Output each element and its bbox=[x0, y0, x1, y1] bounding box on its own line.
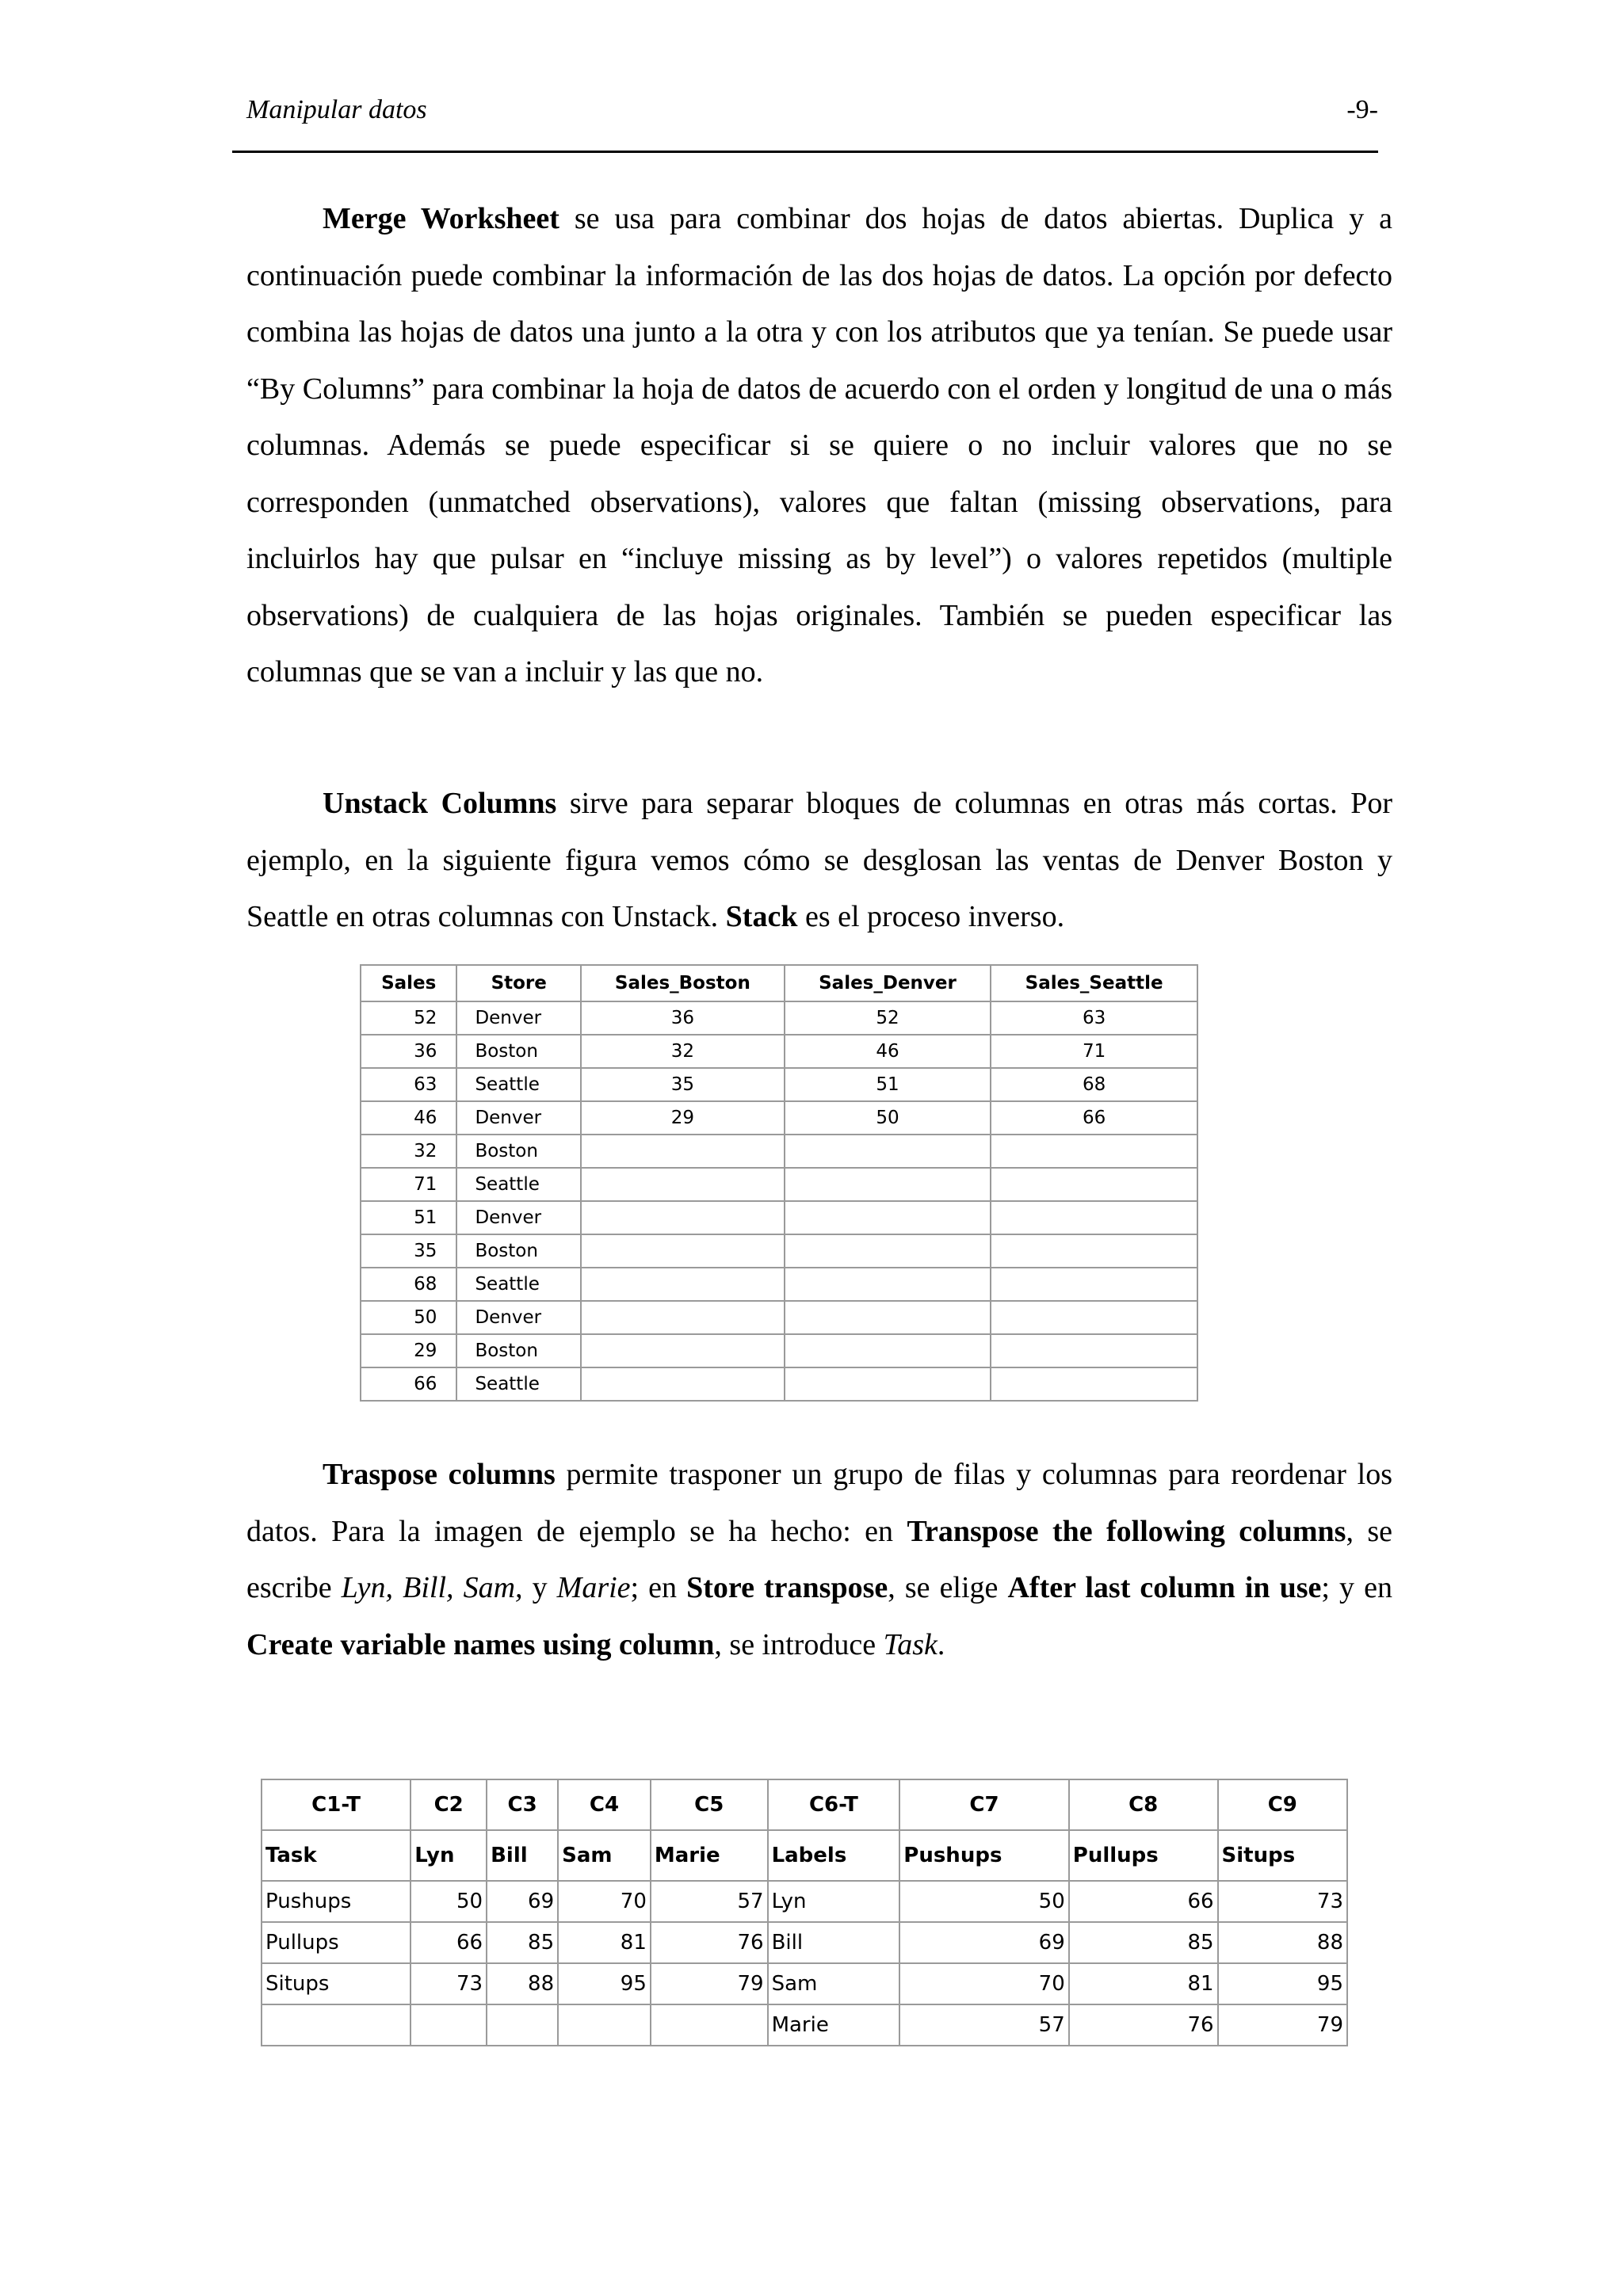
column-header: C5 bbox=[651, 1779, 768, 1830]
table-cell: 57 bbox=[899, 2004, 1069, 2046]
table-cell bbox=[558, 2004, 651, 2046]
table-cell: 71 bbox=[361, 1168, 456, 1201]
table-row bbox=[262, 2004, 1347, 2046]
table-cell: 52 bbox=[785, 1001, 991, 1035]
paragraph-text: , se introduce bbox=[714, 1627, 884, 1661]
table-cell: 35 bbox=[361, 1234, 456, 1268]
table-cell bbox=[991, 1367, 1197, 1401]
table-cell: 32 bbox=[361, 1135, 456, 1168]
table-cell bbox=[581, 1135, 785, 1168]
italic-marie: Marie bbox=[556, 1571, 631, 1604]
table-row bbox=[361, 1201, 1197, 1234]
table-cell: 88 bbox=[487, 1963, 558, 2004]
table-cell: 85 bbox=[487, 1922, 558, 1963]
table-cell bbox=[581, 1201, 785, 1234]
table-cell: 95 bbox=[1218, 1963, 1347, 2004]
table-cell: Seattle bbox=[456, 1367, 581, 1401]
table-cell bbox=[581, 1301, 785, 1334]
table-cell: 85 bbox=[1069, 1922, 1218, 1963]
table-cell bbox=[785, 1135, 991, 1168]
table-cell: 81 bbox=[1069, 1963, 1218, 2004]
column-header: C2 bbox=[411, 1779, 487, 1830]
table-cell: 51 bbox=[785, 1068, 991, 1101]
term-create-variable-names: Create variable names using column bbox=[246, 1627, 715, 1661]
table-row bbox=[361, 1334, 1197, 1367]
term-store-transpose: Store transpose bbox=[686, 1571, 888, 1604]
table-cell: 36 bbox=[361, 1035, 456, 1068]
table-cell bbox=[785, 1367, 991, 1401]
table-cell: 95 bbox=[558, 1963, 651, 2004]
table-cell: 51 bbox=[361, 1201, 456, 1234]
paragraph-merge-worksheet bbox=[246, 191, 1392, 701]
table-cell: 70 bbox=[558, 1881, 651, 1922]
table-cell: Bill bbox=[768, 1922, 900, 1963]
table-cell: 70 bbox=[899, 1963, 1069, 2004]
table-cell bbox=[785, 1268, 991, 1301]
table-cell bbox=[785, 1201, 991, 1234]
table-cell: Denver bbox=[456, 1201, 581, 1234]
column-header: C4 bbox=[558, 1779, 651, 1830]
table-row bbox=[361, 1234, 1197, 1268]
table-cell bbox=[785, 1168, 991, 1201]
paragraph-text: se usa para combinar dos hojas de datos abiertas. Duplica y a continuación puede combinar la información de las dos hojas de datos. La opción por defecto combina las hojas de datos una junto a la otra y con los atributos que ya tenían. Se puede usar “By Columns” para combinar la hoja de datos de acuerdo con el orden y longitud de una o más columnas. Además se puede especificar si se quiere o no incluir valores que no se corresponden (unmatched observations), valores que faltan (missing observations, para incluirlos hay que pulsar en “incluye missing as by level”) o valores repetidos (multiple observations) de cualquiera de las hojas originales. También se pueden especificar las columnas que se van a incluir y las que no. bbox=[246, 202, 1392, 688]
table-row bbox=[361, 1135, 1197, 1168]
column-header: Sales_Denver bbox=[785, 965, 991, 1001]
table-cell bbox=[262, 2004, 411, 2046]
table-cell: 76 bbox=[651, 1922, 768, 1963]
table-cell: 46 bbox=[785, 1035, 991, 1068]
table-cell bbox=[991, 1268, 1197, 1301]
table-cell: 57 bbox=[651, 1881, 768, 1922]
table-cell: 76 bbox=[1069, 2004, 1218, 2046]
term-unstack-columns: Unstack Columns bbox=[323, 787, 557, 820]
header-title: Manipular datos bbox=[246, 95, 427, 124]
table-cell: Marie bbox=[768, 2004, 900, 2046]
table-cell: Boston bbox=[456, 1035, 581, 1068]
table-cell: Seattle bbox=[456, 1268, 581, 1301]
table-cell: 32 bbox=[581, 1035, 785, 1068]
table-row bbox=[361, 1301, 1197, 1334]
table-cell: 29 bbox=[581, 1101, 785, 1135]
page-number: -9- bbox=[1346, 95, 1378, 124]
table-row bbox=[361, 1001, 1197, 1035]
table-cell bbox=[581, 1234, 785, 1268]
variable-name-cell: Labels bbox=[768, 1830, 900, 1881]
table-cell: 46 bbox=[361, 1101, 456, 1135]
table-cell: 52 bbox=[361, 1001, 456, 1035]
table-cell: 29 bbox=[361, 1334, 456, 1367]
table-cell: 50 bbox=[785, 1101, 991, 1135]
table-cell bbox=[991, 1168, 1197, 1201]
transpose-example-table bbox=[261, 1779, 1348, 2046]
paragraph-text: sirve para separar bloques de columnas en otras más cortas. Por ejemplo, en la siguiente figura vemos cómo se desglosan las ventas de Denver Boston y Seattle en otras columnas con Unstack. bbox=[246, 787, 1392, 933]
paragraph-text: ; y en bbox=[1321, 1571, 1392, 1604]
table-cell: Seattle bbox=[456, 1068, 581, 1101]
unstack-example-table bbox=[360, 964, 1198, 1402]
column-header: C9 bbox=[1218, 1779, 1347, 1830]
variable-name-cell: Sam bbox=[558, 1830, 651, 1881]
table-cell: Boston bbox=[456, 1135, 581, 1168]
table-cell bbox=[991, 1135, 1197, 1168]
table-cell: 73 bbox=[1218, 1881, 1347, 1922]
table-cell: 36 bbox=[581, 1001, 785, 1035]
paragraph-text: , se escribe bbox=[246, 1514, 1393, 1604]
column-header: C6-T bbox=[768, 1779, 900, 1830]
variable-name-cell: Situps bbox=[1218, 1830, 1347, 1881]
term-transpose-following: Transpose the following columns bbox=[907, 1514, 1346, 1548]
table-cell bbox=[785, 1334, 991, 1367]
table-header-row bbox=[262, 1779, 1347, 1830]
table-cell bbox=[991, 1234, 1197, 1268]
table-row bbox=[262, 1881, 1347, 1922]
table-cell: 50 bbox=[411, 1881, 487, 1922]
table-cell: Pushups bbox=[262, 1881, 411, 1922]
table-cell: Sam bbox=[768, 1963, 900, 2004]
table-cell bbox=[487, 2004, 558, 2046]
table-row bbox=[361, 1101, 1197, 1135]
variable-name-cell: Lyn bbox=[411, 1830, 487, 1881]
table-cell bbox=[991, 1334, 1197, 1367]
table-cell: 73 bbox=[411, 1963, 487, 2004]
table-cell: 66 bbox=[411, 1922, 487, 1963]
table-cell: 66 bbox=[361, 1367, 456, 1401]
table-cell: Boston bbox=[456, 1234, 581, 1268]
variable-name-cell: Pushups bbox=[899, 1830, 1069, 1881]
table-cell: 81 bbox=[558, 1922, 651, 1963]
column-header: C8 bbox=[1069, 1779, 1218, 1830]
paragraph-text: permite trasponer un grupo de filas y columnas para reordenar los datos. Para la imagen de ejemplo se ha hecho: en bbox=[246, 1458, 1392, 1548]
table-cell bbox=[991, 1301, 1197, 1334]
table-cell bbox=[581, 1268, 785, 1301]
table-cell bbox=[581, 1367, 785, 1401]
table-cell bbox=[651, 2004, 768, 2046]
italic-task: Task bbox=[883, 1627, 938, 1661]
table-cell bbox=[785, 1301, 991, 1334]
table-cell: 50 bbox=[361, 1301, 456, 1334]
table-cell: 69 bbox=[899, 1922, 1069, 1963]
table-cell: 66 bbox=[1069, 1881, 1218, 1922]
table-cell: Situps bbox=[262, 1963, 411, 2004]
table-cell: Seattle bbox=[456, 1168, 581, 1201]
table-cell: 88 bbox=[1218, 1922, 1347, 1963]
paragraph-text: ; en bbox=[630, 1571, 687, 1604]
table-cell: 63 bbox=[361, 1068, 456, 1101]
italic-names: Lyn, Bill, Sam, bbox=[341, 1571, 523, 1604]
table-cell: 63 bbox=[991, 1001, 1197, 1035]
variable-name-cell: Task bbox=[262, 1830, 411, 1881]
table-cell: 71 bbox=[991, 1035, 1197, 1068]
table-row bbox=[361, 1035, 1197, 1068]
paragraph-text: , se elige bbox=[888, 1571, 1008, 1604]
table-row bbox=[361, 1367, 1197, 1401]
table-cell: 69 bbox=[487, 1881, 558, 1922]
paragraph-text: es el proceso inverso. bbox=[797, 900, 1065, 933]
paragraph-text: y bbox=[522, 1571, 557, 1604]
term-traspose-columns: Traspose columns bbox=[323, 1458, 556, 1491]
table-cell: Lyn bbox=[768, 1881, 900, 1922]
table-cell bbox=[581, 1168, 785, 1201]
column-header: C3 bbox=[487, 1779, 558, 1830]
table-cell bbox=[581, 1334, 785, 1367]
table-cell: 35 bbox=[581, 1068, 785, 1101]
table-cell: 68 bbox=[991, 1068, 1197, 1101]
table-cell: Denver bbox=[456, 1101, 581, 1135]
column-header: Sales_Boston bbox=[581, 965, 785, 1001]
table-header-row bbox=[361, 965, 1197, 1001]
variable-names-row bbox=[262, 1830, 1347, 1881]
column-header: Sales bbox=[361, 965, 456, 1001]
term-after-last-column: After last column in use bbox=[1007, 1571, 1322, 1604]
table-cell: Denver bbox=[456, 1001, 581, 1035]
column-header: C1-T bbox=[262, 1779, 411, 1830]
table-row bbox=[361, 1068, 1197, 1101]
table-cell: 79 bbox=[651, 1963, 768, 2004]
column-header: Store bbox=[456, 965, 581, 1001]
term-merge-worksheet: Merge Worksheet bbox=[323, 202, 559, 235]
table-row bbox=[361, 1268, 1197, 1301]
table-cell bbox=[785, 1234, 991, 1268]
table-cell bbox=[991, 1201, 1197, 1234]
column-header: Sales_Seattle bbox=[991, 965, 1197, 1001]
table-cell bbox=[411, 2004, 487, 2046]
table-cell: 79 bbox=[1218, 2004, 1347, 2046]
paragraph-traspose-columns bbox=[246, 1447, 1392, 1673]
page-header bbox=[232, 95, 1378, 153]
column-header: C7 bbox=[899, 1779, 1069, 1830]
table-cell: Pullups bbox=[262, 1922, 411, 1963]
variable-name-cell: Marie bbox=[651, 1830, 768, 1881]
variable-name-cell: Pullups bbox=[1069, 1830, 1218, 1881]
table-cell: 66 bbox=[991, 1101, 1197, 1135]
paragraph-unstack-columns bbox=[246, 776, 1392, 946]
table-cell: 68 bbox=[361, 1268, 456, 1301]
table-row bbox=[262, 1922, 1347, 1963]
table-cell: Boston bbox=[456, 1334, 581, 1367]
variable-name-cell: Bill bbox=[487, 1830, 558, 1881]
table-cell: Denver bbox=[456, 1301, 581, 1334]
paragraph-text: . bbox=[937, 1627, 945, 1661]
table-row bbox=[361, 1168, 1197, 1201]
table-cell: 50 bbox=[899, 1881, 1069, 1922]
table-row bbox=[262, 1963, 1347, 2004]
term-stack: Stack bbox=[725, 900, 798, 933]
